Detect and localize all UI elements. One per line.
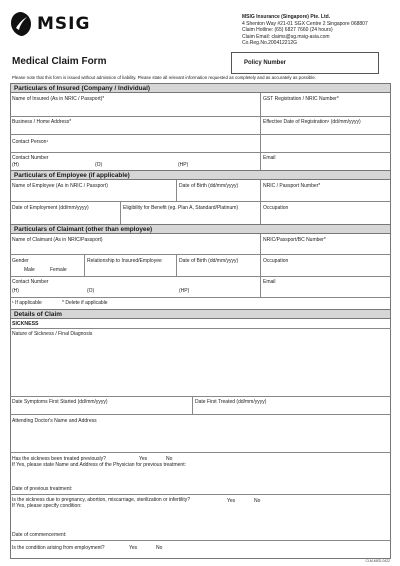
divider <box>10 134 391 135</box>
gender-male-option[interactable]: Male <box>24 267 35 273</box>
divider <box>260 234 261 297</box>
company-address: 4 Shenton Way #21-01 SGX Centre 2 Singapore 068807 <box>242 20 368 27</box>
insured-email-field[interactable]: Email <box>263 155 276 161</box>
divider <box>10 396 391 397</box>
divider <box>10 540 391 541</box>
sickness-subheading: SICKNESS <box>12 321 39 327</box>
section-claimant-header <box>10 224 391 234</box>
first-treated-date-field[interactable]: Date First Treated (dd/mm/yyyy) <box>195 399 267 405</box>
treated-previously-question: Has the sickness been treated previously? <box>12 456 106 462</box>
footnote-if-applicable: ¹ If applicable <box>12 300 42 306</box>
employment-question: Is the condition arising from employment? <box>12 545 105 551</box>
claimant-phone-office[interactable]: (O) <box>87 288 95 294</box>
policy-number-label: Policy Number <box>244 60 287 66</box>
insured-contact-number-label: Contact Number <box>12 155 49 161</box>
insured-name-field[interactable]: Name of Insured (As in NRIC / Passport)* <box>12 96 105 102</box>
treated-previously-yes[interactable]: Yes <box>139 456 148 462</box>
divider <box>10 297 391 298</box>
section-insured-header <box>10 83 391 93</box>
divider <box>84 254 85 276</box>
previous-physician-field[interactable]: If Yes, please state Name and Address of the Physician for previous treatment: <box>12 462 186 468</box>
divider <box>192 396 193 414</box>
claimant-nric-field[interactable]: NRIC/Passport/BC Number* <box>263 237 326 243</box>
msig-logo-icon <box>10 11 32 37</box>
employee-doe-field[interactable]: Date of Employment (dd/mm/yyyy) <box>12 205 89 211</box>
employee-nric-field[interactable]: NRIC / Passport Number* <box>263 183 321 189</box>
employment-yes[interactable]: Yes <box>129 545 138 551</box>
pregnancy-condition-field[interactable]: If Yes, please specify condition: <box>12 503 82 509</box>
pregnancy-question: Is the sickness due to pregnancy, abortion, miscarriage, sterilization or infertility? <box>12 497 191 503</box>
treated-previously-no[interactable]: No <box>166 456 173 462</box>
divider <box>10 328 391 329</box>
section-employee-title: Particulars of Employee (if applicable) <box>14 172 130 179</box>
insured-contact-person-field[interactable]: Contact Person¹ <box>12 139 49 145</box>
employee-name-field[interactable]: Name of Employee (As in NRIC / Passport) <box>12 183 108 189</box>
company-details <box>242 14 368 47</box>
insured-address-field[interactable]: Business / Home Address* <box>12 119 72 125</box>
claimant-contact-number-label: Contact Number <box>12 279 49 285</box>
section-claimant-title: Particulars of Claimant (other than employee) <box>14 226 153 233</box>
claimant-dob-field[interactable]: Date of Birth (dd/mm/yyyy) <box>179 258 239 264</box>
commencement-date-field[interactable]: Date of commencement: <box>12 532 67 538</box>
claimant-occupation-field[interactable]: Occupation <box>263 258 289 264</box>
section-claim-header <box>10 309 391 319</box>
insured-col-divider <box>260 93 261 152</box>
insured-gst-field[interactable]: GST Registration / NRIC Number* <box>263 96 339 102</box>
insured-effective-date-field[interactable]: Effective Date of Registration¹ (dd/mm/yyyy) <box>263 119 361 125</box>
claimant-name-field[interactable]: Name of Claimant (As in NRIC/Passport) <box>12 237 103 243</box>
divider <box>10 116 391 117</box>
insured-phone-office[interactable]: (O) <box>95 162 103 168</box>
employee-occupation-field[interactable]: Occupation <box>263 205 289 211</box>
pregnancy-no[interactable]: No <box>254 498 261 504</box>
section-employee-header <box>10 170 391 180</box>
insured-col-divider <box>260 152 261 170</box>
divider <box>10 452 391 453</box>
liability-note: Please note that this form is issued without admission of liability. Please state all relevant information requested as completely and as accurately as possible. <box>12 75 317 80</box>
claimant-email-field[interactable]: Email <box>263 279 276 285</box>
divider <box>176 254 177 276</box>
form-title: Medical Claim Form <box>12 56 107 67</box>
gender-female-option[interactable]: Female <box>50 267 67 273</box>
section-claim-title: Details of Claim <box>14 311 62 318</box>
brand-name: MSIG <box>37 14 91 34</box>
claim-email: Claim Email: claims@sg.msig-asia.com <box>242 33 330 40</box>
divider <box>10 276 391 277</box>
divider <box>10 201 391 202</box>
divider <box>176 180 177 201</box>
pregnancy-yes[interactable]: Yes <box>227 498 236 504</box>
employee-eligibility-field[interactable]: Eligibility for Benefit (eg. Plan A, Standard/Platinum) <box>123 205 239 211</box>
claim-hotline: Claim Hotline: (65) 6827 7660 (24 hours) <box>242 27 333 34</box>
claimant-phone-mobile[interactable]: (HP) <box>179 288 190 294</box>
policy-number-field[interactable] <box>231 52 379 74</box>
symptoms-start-date-field[interactable]: Date Symptoms First Started (dd/mm/yyyy) <box>12 399 108 405</box>
divider <box>10 152 391 153</box>
insured-phone-home[interactable]: (H) <box>12 162 19 168</box>
divider <box>10 254 391 255</box>
previous-treatment-date-field[interactable]: Date of previous treatment: <box>12 486 73 492</box>
divider <box>120 201 121 224</box>
claimant-gender-label: Gender <box>12 258 29 264</box>
nature-of-sickness-field[interactable]: Nature of Sickness / Final Diagnosis <box>12 331 93 337</box>
claimant-relationship-field[interactable]: Relationship to Insured/Employee <box>87 258 162 264</box>
claimant-phone-home[interactable]: (H) <box>12 288 19 294</box>
section-insured-title: Particulars of Insured (Company / Individual) <box>14 85 151 92</box>
form-code: CLM-MED-0422 <box>365 559 390 563</box>
divider <box>10 414 391 415</box>
msig-logo <box>10 11 90 37</box>
divider <box>260 180 261 224</box>
footnote-delete: * Delete if applicable <box>62 300 108 306</box>
company-reg-no: Co.Reg.No.200412212G <box>242 40 298 47</box>
insured-phone-mobile[interactable]: (HP) <box>178 162 189 168</box>
employment-no[interactable]: No <box>156 545 163 551</box>
attending-doctor-field[interactable]: Attending Doctor's Name and Address <box>12 418 97 424</box>
company-name: MSIG Insurance (Singapore) Pte. Ltd. <box>242 14 331 20</box>
employee-dob-field[interactable]: Date of Birth (dd/mm/yyyy) <box>179 183 239 189</box>
divider <box>10 494 391 495</box>
